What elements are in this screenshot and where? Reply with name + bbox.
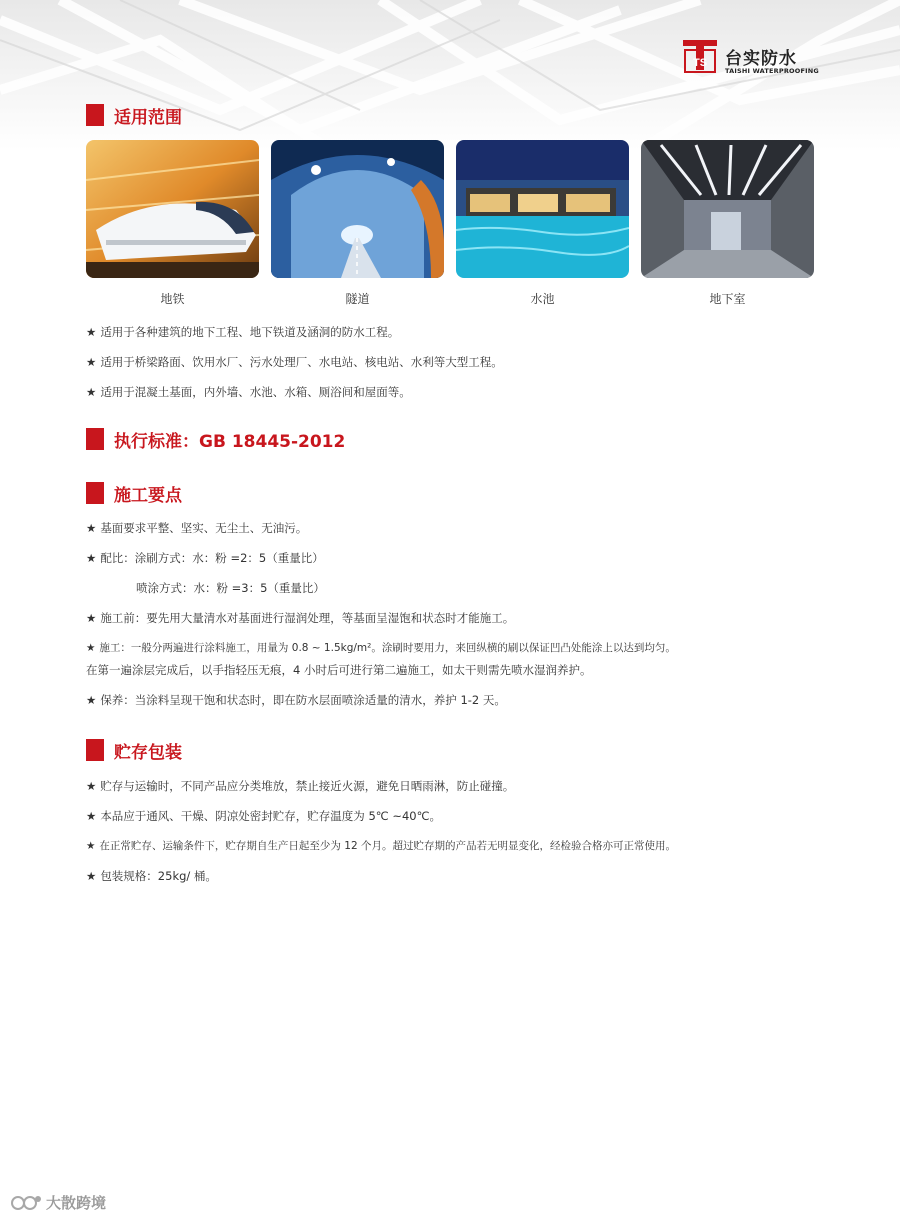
taishi-logo-icon <box>683 40 717 74</box>
photo-caption: 水池 <box>530 292 555 306</box>
photo-train <box>86 140 259 278</box>
section-marker <box>86 482 104 504</box>
star-bullet-icon: ★ <box>86 840 96 852</box>
star-bullet-icon: ★ <box>86 779 97 793</box>
section-storage-heading <box>86 737 182 763</box>
svg-text:TS: TS <box>692 57 708 69</box>
list-item: ★ 保养：当涂料呈现干饱和状态时，即在防水层面喷涂适量的清水，养护 1-2 天。 <box>86 693 506 707</box>
section-construction-heading <box>86 480 182 506</box>
section-standard-heading <box>86 426 345 452</box>
photo-basement <box>641 140 814 278</box>
section-marker <box>86 104 104 126</box>
list-item: ★ 在正常贮存、运输条件下，贮存期自生产日起至少为 12 个月。超过贮存期的产品若无明显变化，经检验合格亦可正常使用。 <box>86 840 676 852</box>
brand-name-en: TAISHI WATERPROOFING <box>725 67 819 75</box>
star-bullet-icon: ★ <box>86 355 97 369</box>
star-bullet-icon: ★ <box>86 642 96 654</box>
list-item: ★ 配比：涂刷方式：水：粉 =2：5（重量比） <box>86 551 324 565</box>
photo-pool <box>456 140 629 278</box>
section-title: 施工要点 <box>114 485 182 506</box>
star-bullet-icon: ★ <box>86 869 97 883</box>
list-item: ★ 基面要求平整、坚实、无尘土、无油污。 <box>86 521 308 535</box>
photo-caption: 隧道 <box>345 292 370 306</box>
photo-caption: 地铁 <box>160 292 185 306</box>
list-item: ★ 施工：一般分两遍进行涂料施工，用量为 0.8 ~ 1.5kg/m²。涂刷时要用力，来回纵横的刷以保证凹凸处能涂上以达到均匀。 <box>86 642 676 654</box>
list-item: ★ 本品应于通风、干燥、阴凉处密封贮存，贮存温度为 5℃ ~40℃。 <box>86 809 442 823</box>
section-scope-heading <box>86 102 182 128</box>
list-item: ★ 适用于各种建筑的地下工程、地下铁道及涵洞的防水工程。 <box>86 325 400 339</box>
brand-name-cn: 台实防水 <box>725 49 797 69</box>
star-bullet-icon: ★ <box>86 385 97 399</box>
list-item: ★ 施工前：要先用大量清水对基面进行湿润处理，等基面呈湿饱和状态时才能施工。 <box>86 611 515 625</box>
star-bullet-icon: ★ <box>86 611 97 625</box>
list-item: ★ 适用于混凝土基面，内外墙、水池、水箱、厕浴间和屋面等。 <box>86 385 411 399</box>
list-item: ★ 贮存与运输时，不同产品应分类堆放，禁止接近火源，避免日晒雨淋，防止碰撞。 <box>86 779 515 793</box>
section-marker <box>86 428 104 450</box>
list-item: ★ 适用于桥梁路面、饮用水厂、污水处理厂、水电站、核电站、水利等大型工程。 <box>86 355 503 369</box>
section-title: 适用范围 <box>114 107 182 128</box>
star-bullet-icon: ★ <box>86 693 97 707</box>
watermark <box>10 1192 106 1213</box>
star-bullet-icon: ★ <box>86 521 97 535</box>
section-title: 执行标准：GB 18445-2012 <box>114 431 346 452</box>
list-item-continuation: 在第一遍涂层完成后，以手指轻压无痕，4 小时后可进行第二遍施工，如太干则需先喷水湿润养护。 <box>86 663 592 677</box>
star-bullet-icon: ★ <box>86 325 97 339</box>
list-item: ★ 包装规格：25kg/ 桶。 <box>86 869 217 883</box>
brand-logo <box>683 40 823 80</box>
watermark-text: 大散跨境 <box>46 1194 107 1212</box>
star-bullet-icon: ★ <box>86 809 97 823</box>
star-bullet-icon: ★ <box>86 551 97 565</box>
section-title: 贮存包装 <box>114 742 182 763</box>
section-marker <box>86 739 104 761</box>
dasan-logo-icon <box>10 1193 42 1213</box>
photo-caption: 地下室 <box>709 292 746 306</box>
list-item-continuation: 喷涂方式：水：粉 =3：5（重量比） <box>136 581 325 595</box>
photo-tunnel <box>271 140 444 278</box>
application-photos <box>86 140 816 280</box>
